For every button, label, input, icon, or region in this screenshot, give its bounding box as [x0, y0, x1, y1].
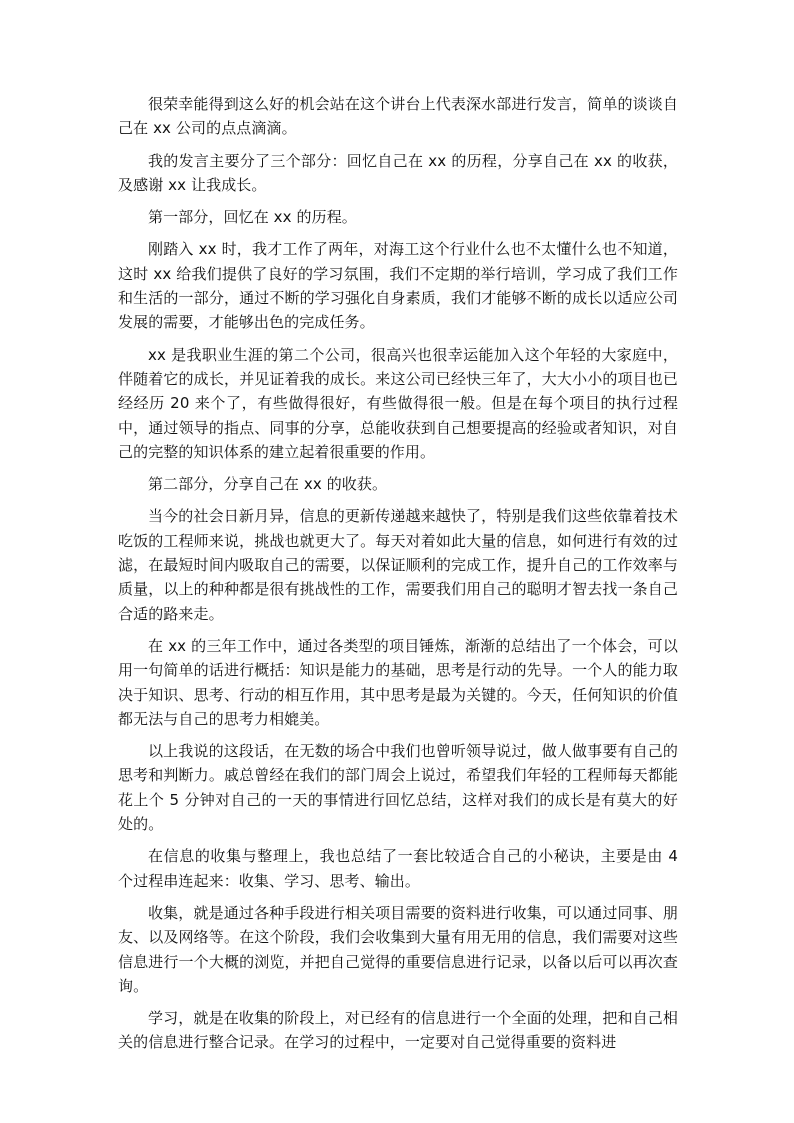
paragraph-7: 以上我说的这段话，在无数的场合中我们也曾听领导说过，做人做事要有自己的思考和判断力。戚总曾经在我们的部门周会上说过，希望我们年轻的工程师每天都能花上个 5 分钟对自己的一天的事情进行回忆总结，这样对我们的成长是有莫大的好处的。: [118, 742, 678, 834]
paragraph-5: 当今的社会日新月异，信息的更新传递越来越快了，特别是我们这些依靠着技术吃饭的工程师来说，挑战也就更大了。每天对着如此大量的信息，如何进行有效的过滤，在最短时间内吸取自己的需要，以保证顺利的完成工作，提升自己的工作效率与质量，以上的种种都是很有挑战性的工作，需要我们用自己的聪明才智去找一条自己合适的路来走。: [118, 507, 678, 623]
section-heading-2: 第二部分，分享自己在 xx 的收获。: [148, 475, 388, 494]
paragraph-9: 收集，就是通过各种手段进行相关项目需要的资料进行收集，可以通过同事、朋友、以及网络等。在这个阶段，我们会收集到大量有用无用的信息，我们需要对这些信息进行一个大概的浏览，并把自己觉得的重要信息进行记录，以备以后可以再次查询。: [118, 903, 678, 995]
section-heading-1: 第一部分，回忆在 xx 的历程。: [148, 208, 357, 227]
paragraph-8: 在信息的收集与整理上，我也总结了一套比较适合自己的小秘诀，主要是由 4 个过程串连起来：收集、学习、思考、输出。: [118, 847, 678, 890]
paragraph-10: 学习，就是在收集的阶段上，对已经有的信息进行一个全面的处理，把和自己相关的信息进行整合记录。在学习的过程中，一定要对自己觉得重要的资料进: [118, 1009, 678, 1052]
paragraph-2: 我的发言主要分了三个部分：回忆自己在 xx 的历程，分享自己在 xx 的收获，及感谢 xx 让我成长。: [118, 151, 678, 194]
paragraph-4: xx 是我职业生涯的第二个公司，很高兴也很幸运能加入这个年轻的大家庭中，伴随着它的成长，并见证着我的成长。来这公司已经快三年了，大大小小的项目也已经经历 20 来个了，有些做得很好，有些做得很一般。但是在每个项目的执行过程中，通过领导的指点、同事的分享，总能收获到自己想要提高的经验或者知识，对自己的完整的知识体系的建立起着很重要的作用。: [118, 345, 678, 461]
paragraph-1: 很荣幸能得到这么好的机会站在这个讲台上代表深水部进行发言，简单的谈谈自己在 xx 公司的点点滴滴。: [118, 95, 678, 138]
document-body: [118, 92, 678, 1063]
paragraph-6: 在 xx 的三年工作中，通过各类型的项目锤炼，渐渐的总结出了一个体会，可以用一句简单的话进行概括：知识是能力的基础，思考是行动的先导。一个人的能力取决于知识、思考、行动的相互作用，其中思考是最为关键的。今天，任何知识的价值都无法与自己的思考力相媲美。: [118, 636, 678, 728]
paragraph-3: 刚踏入 xx 时，我才工作了两年，对海工这个行业什么也不太懂什么也不知道，这时 xx 给我们提供了良好的学习氛围，我们不定期的举行培训，学习成了我们工作和生活的一部分，通过不断的学习强化自身素质，我们才能够不断的成长以适应公司发展的需要，才能够出色的完成任务。: [118, 240, 678, 332]
